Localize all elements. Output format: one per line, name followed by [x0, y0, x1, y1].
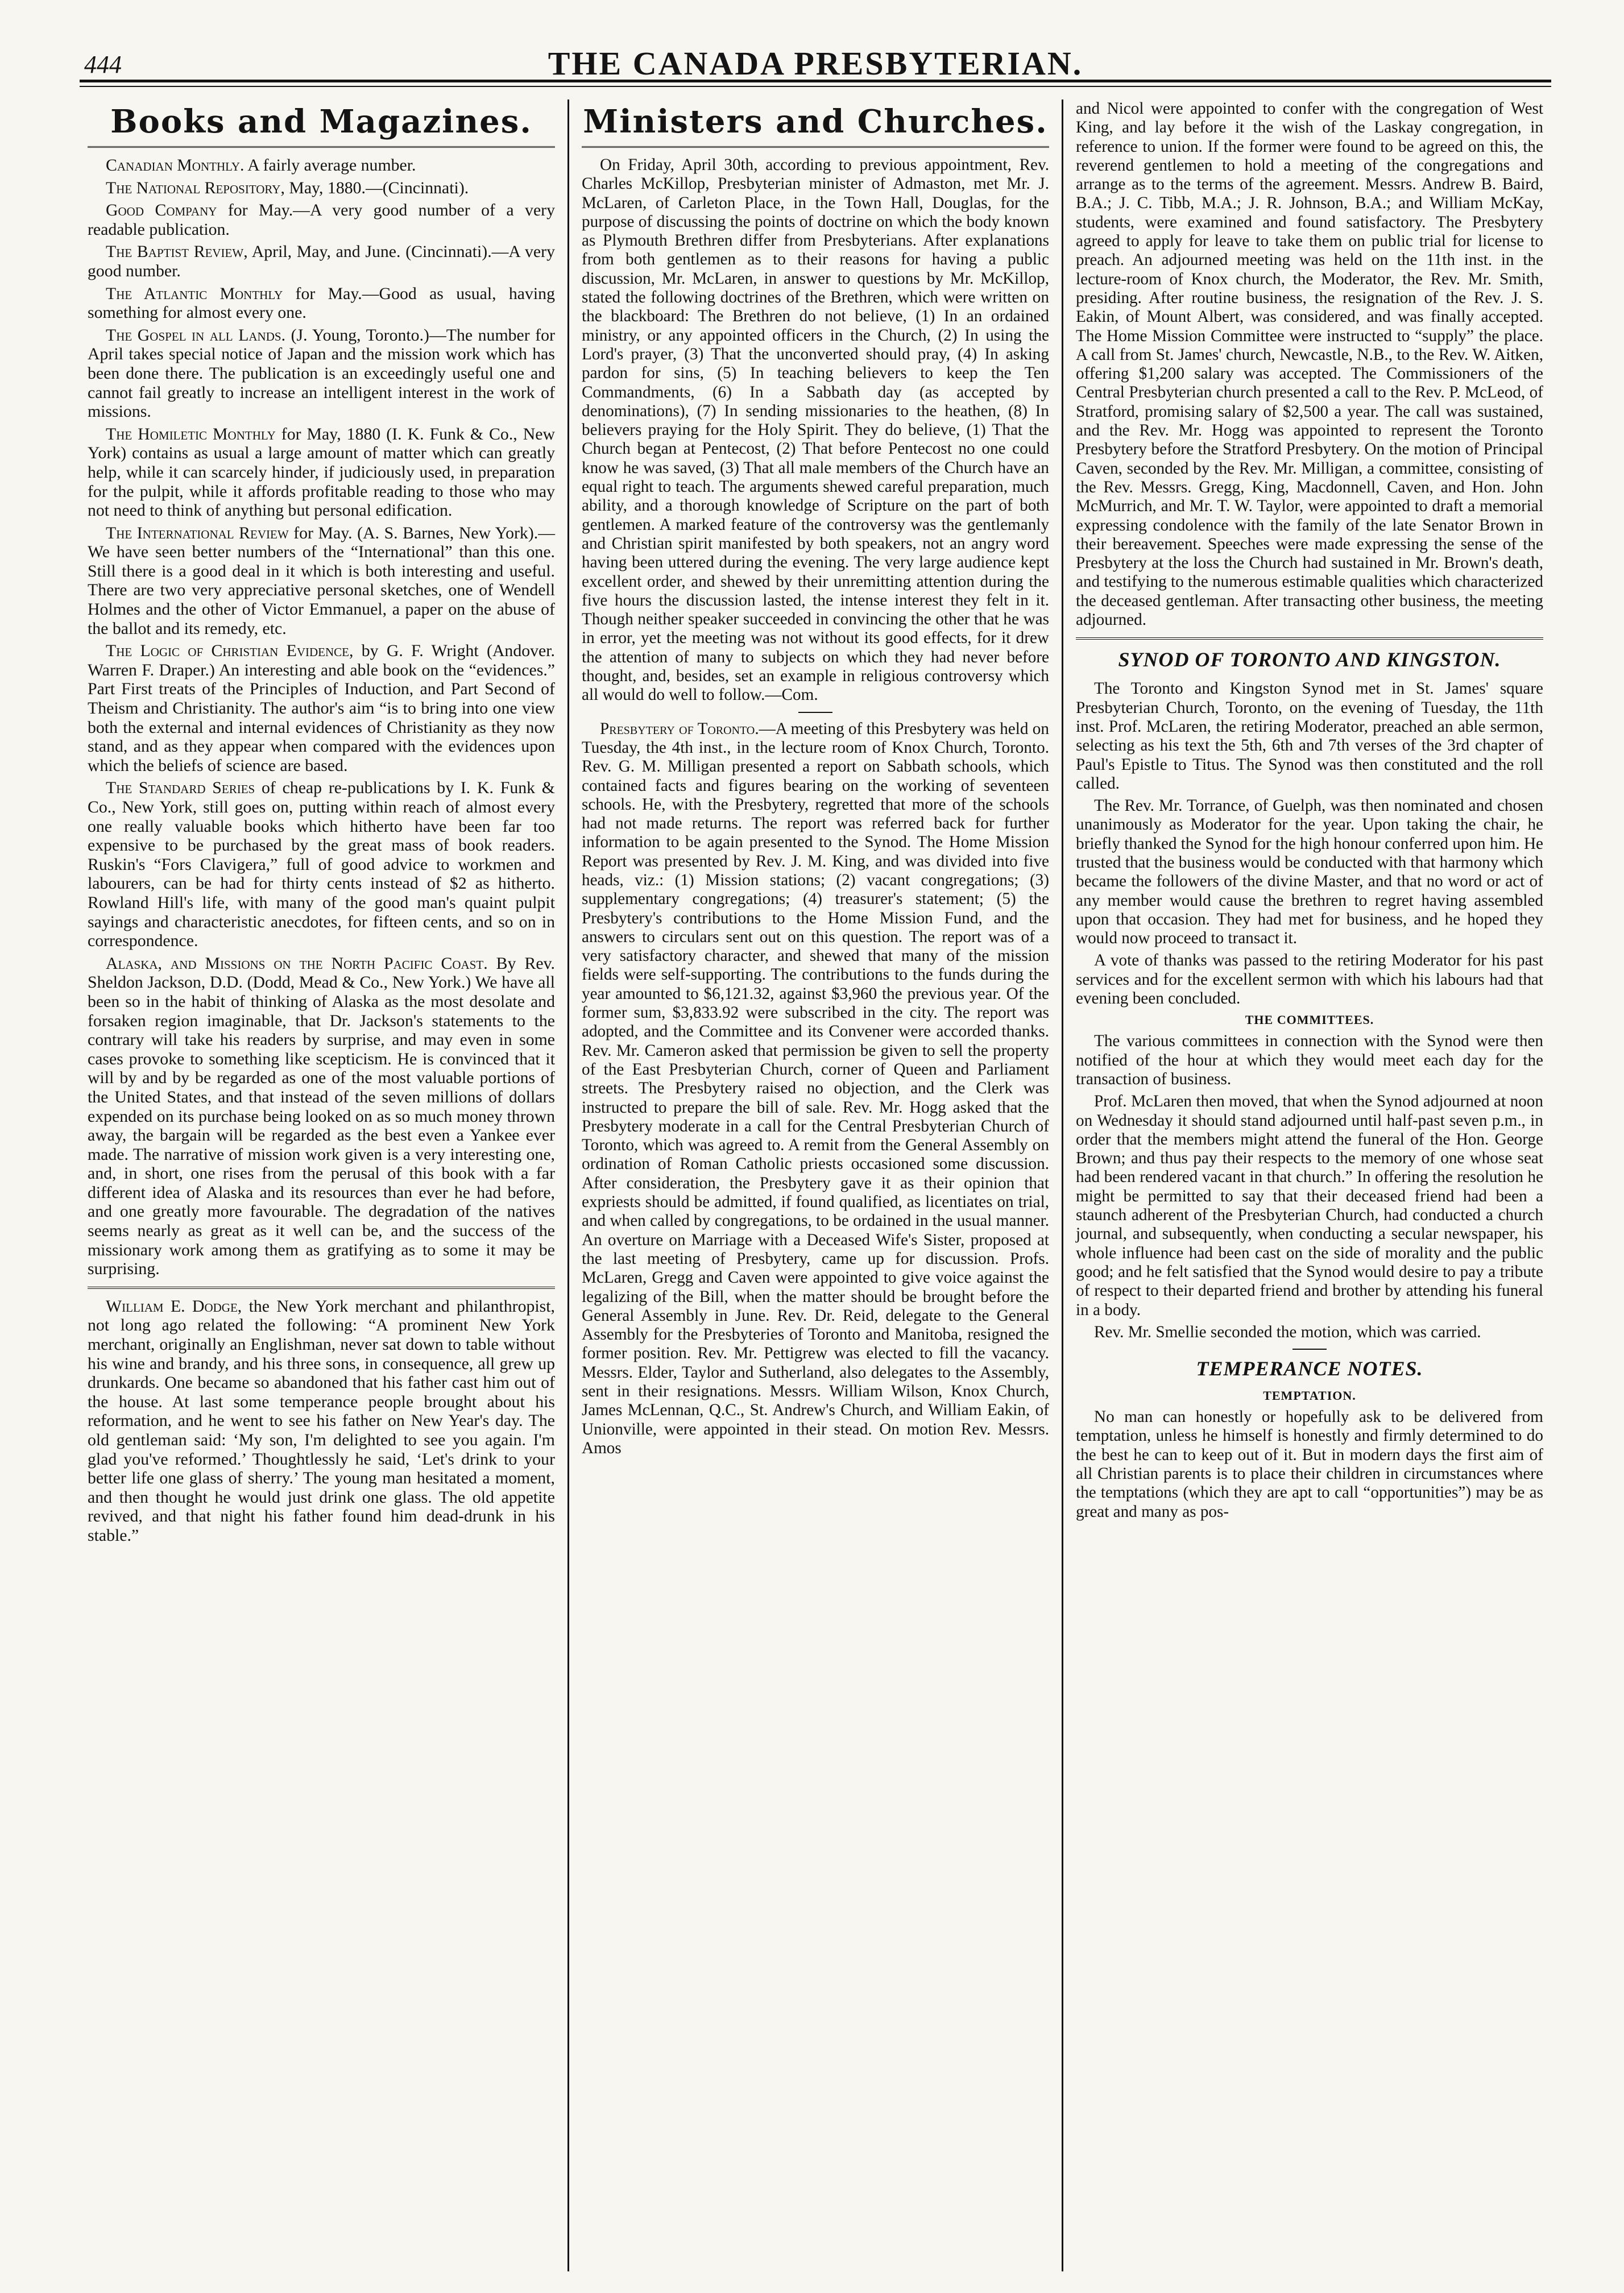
- dodge-anecdote: [88, 1297, 555, 1545]
- book-notice: [88, 425, 555, 520]
- book-description: for May. (A. S. Barnes, New York).—We have seen better numbers of the “International” than this one. Still there is a good deal in it which is both interesting and useful. There are two very appreciative personal sketches, one of Wendell Holmes and the other of Victor Emmanuel, a paper on the abuse of the ballot and its remedy, etc.: [88, 523, 555, 638]
- books-list: [88, 156, 555, 1279]
- book-notice: [88, 179, 555, 198]
- book-notice: [88, 778, 555, 950]
- masthead: [80, 0, 1551, 80]
- dodge-body: the New York merchant and philanthropist, not long ago related the following: “A prominent New York merchant, originally an Englishman, never sat down to table without his wine and brandy, and his three sons, in consequence, all grew up drunkards. One became so abandoned that his father cast him out of the house. At last some temperance people brought about his reformation, and he went to see his father on New Year's day. The old gentleman said: ‘My son, I'm delighted to see you again. I'm glad you've reformed.’ Thoughtlessly he said, ‘Let's drink to your better life one glass of sherry.’ The young man hesitated a moment, and then thought he would just drink one glass. The old appetite revived, and that night his father found him dead-drunk in his stable.”: [88, 1296, 555, 1545]
- page-number: 444: [84, 51, 122, 78]
- book-title: Alaska, and Missions on the North Pacific Coast.: [106, 953, 488, 973]
- book-title: The National Repository,: [106, 178, 285, 197]
- synod-paragraph: Prof. McLaren then moved, that when the Synod adjourned at noon on Wednesday it should stand adjourned until half-past seven p.m., in order that the members might attend the funeral of the Hon. George Brown; and thus pay their respects to the memory of one whose seat had been rendered vacant in that church.” In offering the resolution he might be permitted to say that their deceased friend had been a staunch adherent of the Presbyterian Church, had conducted a church journal, and subsequently, when conducting a secular newspaper, his whole influence had been cast on the side of morality and the public good; and he felt satisfied that the Synod would desire to pay a tribute of respect to their departed friend and brother by attending his funeral in a body.: [1076, 1092, 1543, 1319]
- temptation-subheading: TEMPTATION.: [1263, 1388, 1356, 1403]
- column-books-and-magazines: [80, 99, 563, 2271]
- book-description: for May.—A very good number of a very readable publication.: [88, 201, 555, 239]
- temperance-paragraph: No man can honestly or hopefully ask to be delivered from temptation, unless he himself is honestly and firmly determined to do the best he can to keep out of it. But in modern days the first aim of all Christian parents is to place their children in circumstances where the temptations (which they are apt to call “opportunities”) may be as great and many as pos-: [1076, 1408, 1543, 1521]
- book-description: By Rev. Sheldon Jackson, D.D. (Dodd, Mead & Co., New York.) We have all been so in the habit of thinking of Alaska as the most desolate and forsaken region imaginable, that Dr. Jackson's statements to the contrary will take his readers by surprise, and may even in some cases provoke to something like scepticism. He is convinced that it will by and by be regarded as one of the most valuable portions of the United States, and that instead of the seven millions of dollars expended on its purchase being looked on as so much money thrown away, the bargain will be regarded as the best even a Yankee ever made. The narrative of mission work given is a very interesting one, and, in short, one rises from the perusal of this book with a far different idea of Alaska and its resources than ever he had before, and one greatly more favourable. The degradation of the natives seems nearly as great as it well can be, and the success of the missionary work among them as gratifying as to some it may be surprising.: [88, 953, 555, 1279]
- book-notice: [88, 156, 555, 175]
- column-synod-temperance: [1068, 99, 1551, 2271]
- book-description: of cheap re-publications by I. K. Funk & Co., New York, still goes on, putting within reach of almost every one really valuable books which hitherto have been far too expensive to be purchased by the great mass of book readers. Ruskin's “Fors Clavigera,” full of good advice to workmen and labourers, can be had for thirty cents instead of $2 as hitherto. Rowland Hill's life, with many of the good man's quaint pulpit sayings and characteristic anecdotes, for fifteen cents, and so on in correspondence.: [88, 778, 555, 951]
- book-description: (J. Young, Toronto.)—The number for April takes special notice of Japan and the mission work which has been done there. The publication is an exceedingly useful one and cannot fail greatly to increase an intelligent interest in the work of missions.: [88, 325, 555, 421]
- columns: [80, 99, 1551, 2271]
- presbytery-lead: Presbytery of Toronto.: [600, 719, 759, 738]
- book-title: The Homiletic Monthly: [106, 424, 276, 443]
- section-separator: [88, 1287, 555, 1289]
- synod-heading: SYNOD OF TORONTO AND KINGSTON.: [1118, 648, 1501, 671]
- synod-paragraph: Rev. Mr. Smellie seconded the motion, which was carried.: [1094, 1322, 1481, 1341]
- book-notice: [88, 641, 555, 775]
- article-presbytery-toronto: [582, 720, 1049, 1458]
- column-ministers-and-churches: [574, 99, 1057, 2271]
- book-notice: [88, 954, 555, 1279]
- presbytery-body: —A meeting of this Presbytery was held on Tuesday, the 4th inst., in the lecture room of Knox Church, Toronto. Rev. G. M. Milligan presented a report on Sabbath schools, which contained facts and figures bearing on the working of seventeen schools. He, with the Presbytery, regretted that more of the schools had not made returns. The report was referred back for further information to be again presented to the Synod. The Home Mission Report was presented by Rev. J. M. King, and was divided into five heads, viz.: (1) Mission stations; (2) vacant congregations; (3) supplementary congregations; (4) treasurer's statement; (5) the Presbytery's contributions to the Home Mission Fund, and the answers to circulars sent out on this question. The report was of a very satisfactory character, and shewed that many of the mission fields were self-supporting. The contributions to the funds during the year amounted to $6,121.32, against $3,960 the previous year. Of the former sum, $3,833.92 were subscribed in the city. The report was adopted, and the Committee and its Convener were accorded thanks. Rev. Mr. Cameron asked that permission be given to sell the property of the East Presbyterian Church, corner of Queen and Parliament streets. The Presbytery raised no objection, and the Clerk was instructed to prepare the bill of sale. Rev. Mr. Hogg asked that the Presbytery moderate in a call for the Central Presbyterian Church of Toronto, which was agreed to. A remit from the General Assembly on ordination of Roman Catholic priests occasioned some discussion. After consideration, the Presbytery gave it as their opinion that expriests should be admitted, if found qualified, as licentiates on trial, and when called by congregations, to be ordained in the usual manner. An overture on Marriage with a Deceased Wife's Sister, proposed at the last meeting of Presbytery, came up for discussion. Profs. McLaren, Gregg and Caven were appointed to give voice against the legalizing of the Bill, when the matter should be brought before the General Assembly in June. Rev. Dr. Reid, delegate to the General Assembly for the Presbyteries of Toronto and Manitoba, resigned the former position. Rev. Mr. Pettigrew was elected to fill the vacancy. Messrs. Elder, Taylor and Sutherland, also delegates to the Assembly, sent in their resignations. Messrs. William Wilson, Knox Church, James McLennan, Q.C., St. Andrew's Church, and William Eakin, of Unionville, were appointed in their stead. On motion Rev. Messrs. Amos: [582, 719, 1049, 1457]
- book-description: May, 1880.—(Cincinnati).: [284, 178, 469, 197]
- book-notice: [88, 326, 555, 421]
- book-notice: [88, 201, 555, 239]
- article-dash: [1292, 1349, 1327, 1350]
- presbytery-continued: and Nicol were appointed to confer with the congregation of West King, and lay before it the wish of the Laskay congregation, in reference to union. If the former were found to be agreed on this, the reverend gentlemen to hold a meeting of the congregations and arrange as to the terms of the agreement. Messrs. Andrew B. Baird, B.A.; J. C. Tibb, M.A.; J. R. Johnson, B.A.; and William McKay, students, were examined and found satisfactory. The Presbytery agreed to apply for leave to take them on public trial for license to preach. An adjourned meeting was held on the 11th inst. in the lecture-room of Knox church, the Moderator, the Rev. Mr. Smith, presiding. After routine business, the resignation of the Rev. J. S. Eakin, of Mount Albert, was considered, and was finally accepted. The Home Mission Committee were instructed to “supply” the place. A call from St. James' church, Newcastle, N.B., to the Rev. W. Aitken, offering $1,200 salary was accepted. The Commissioners of the Central Presbyterian church presented a call to the Rev. P. McLeod, of Stratford, promising salary of $2,500 a year. The call was sustained, and the Rev. Mr. Hogg was appointed to represent the Toronto Presbytery before the Stratford Presbytery. On the motion of Principal Caven, seconded by the Rev. Mr. Milligan, a committee, consisting of the Rev. Messrs. Gregg, King, Macdonnell, Caven, and Hon. John McMurrich, and Mr. T. W. Taylor, were appointed to draft a memorial expressing condolence with the family of the late Senator Brown in their bereavement. Speeches were made expressing the sense of the Presbytery at the loss the Church had sustained in Mr. Brown's death, and testifying to the numerous estimable qualities which characterized the deceased gentleman. After transacting other business, the meeting adjourned.: [1076, 99, 1543, 629]
- book-title: Canadian Monthly.: [106, 156, 245, 175]
- book-description: April, May, and June. (Cincinnati).—A very good number.: [88, 242, 555, 280]
- book-notice: [88, 284, 555, 322]
- dodge-lead: William E. Dodge,: [106, 1296, 242, 1316]
- article-douglas-discussion: On Friday, April 30th, according to previous appointment, Rev. Charles McKillop, Presbyterian minister of Admaston, met Mr. J. McLaren, of Carleton Place, in the Town Hall, Douglas, for the purpose of discussing the points of doctrine on which the body known as Plymouth Brethren differ from Presbyterians. After explanations from both gentlemen as to their reasons for having a public discussion, Mr. McLaren, in answer to questions by Mr. McKillop, stated the following doctrines of the Brethren, which were written on the blackboard: The Brethren do not believe, (1) In an ordained ministry, or any appointed officers in the Church, (2) In using the Lord's prayer, (3) That the unconverted should pray, (4) In asking pardon for sins, (5) In teaching believers to keep the Ten Commandments, (6) In a Sabbath day (as accepted by denominations), (7) In sending missionaries to the heathen, (8) In believers praying for the Holy Spirit. They do believe, (1) That the Church began at Pentecost, (2) That before Pentecost no one could know he was saved, (3) That all male members of the Church have an equal right to teach. The arguments shewed careful preparation, much ability, and a thorough knowledge of Scripture on the part of both gentlemen. A marked feature of the controversy was the gentlemanly and Christian spirit manifested by both speakers, not an angry word having been uttered during the evening. The very large audience kept excellent order, and shewed by their unremitting attention during the five hours the discussion lasted, the intense interest they felt in it. Though neither speaker succeeded in convincing the other that he was in error, yet the meeting was not without its good effects, for it drew the attention of many to subjects on which they had never before thought, and, besides, set an example in religious controversy which all would do well to follow.—Com.: [582, 156, 1049, 704]
- article-dash: [798, 712, 832, 713]
- book-description: by G. F. Wright (Andover. Warren F. Draper.) An interesting and able book on the “evidences.” Part First treats of the Principles of Induction, and Part Second of Theism and Christianity. The author's aim “is to bring into one view both the external and internal evidences of Christianity as they now stand, and as they appear when compared with the evidences upon which the beliefs of science are based.: [88, 641, 555, 775]
- book-title: The Standard Series: [106, 778, 255, 798]
- synod-paragraph: The Toronto and Kingston Synod met in St. James' square Presbyterian Church, Toronto, on the evening of Tuesday, the 11th inst. Prof. McLaren, the retiring Moderator, preached an able sermon, selecting as his text the 5th, 6th and 7th verses of the 3rd chapter of Paul's Epistle to Titus. The Synod was then constituted and the roll called.: [1076, 679, 1543, 793]
- temperance-heading: TEMPERANCE NOTES.: [1196, 1357, 1423, 1380]
- committees-heading: THE COMMITTEES.: [1245, 1013, 1374, 1027]
- book-title: Good Company: [106, 201, 217, 220]
- newspaper-title: THE CANADA PRESBYTERIAN.: [548, 45, 1083, 82]
- column-divider: [1062, 99, 1063, 2271]
- synod-paragraph: A vote of thanks was passed to the retiring Moderator for his past services and for the excellent sermon with which his labours had that evening been concluded.: [1076, 951, 1543, 1008]
- book-title: The Atlantic Monthly: [106, 284, 283, 303]
- book-description: for May, 1880 (I. K. Funk & Co., New York) contains as usual a large amount of matter which can greatly help, while it can scarcely hinder, if judiciously used, in preparation for the pulpit, while it affords profitable reading to those who may not need to think of anything but personal edification.: [88, 424, 555, 520]
- synod-paragraph: The Rev. Mr. Torrance, of Guelph, was then nominated and chosen unanimously as Moderator for the year. Upon taking the chair, he briefly thanked the Synod for the high honour conferred upon him. He trusted that the business would be conducted with that harmony which became the followers of the divine Master, and that no word or act of any member would cause the brethren to regret having assembled upon that occasion. They had met for business, and he hoped they would now proceed to transact it.: [1076, 797, 1543, 948]
- book-title: The Baptist Review,: [106, 242, 248, 262]
- book-notice: [88, 524, 555, 638]
- book-notice: [88, 242, 555, 280]
- section-heading-books: Books and Magazines.: [88, 103, 555, 148]
- section-heading-ministers: Ministers and Churches.: [582, 103, 1049, 148]
- book-description: for May.—Good as usual, having something for almost every one.: [88, 284, 555, 322]
- section-separator: [1076, 637, 1543, 640]
- column-divider: [567, 99, 569, 2271]
- book-description: A fairly average number.: [244, 156, 416, 175]
- book-title: The International Review: [106, 523, 289, 542]
- synod-paragraph: The various committees in connection with the Synod were then notified of the hour at which they would meet each day for the transaction of business.: [1076, 1032, 1543, 1088]
- book-title: The Gospel in all Lands.: [106, 325, 286, 345]
- book-title: The Logic of Christian Evidence,: [106, 641, 354, 661]
